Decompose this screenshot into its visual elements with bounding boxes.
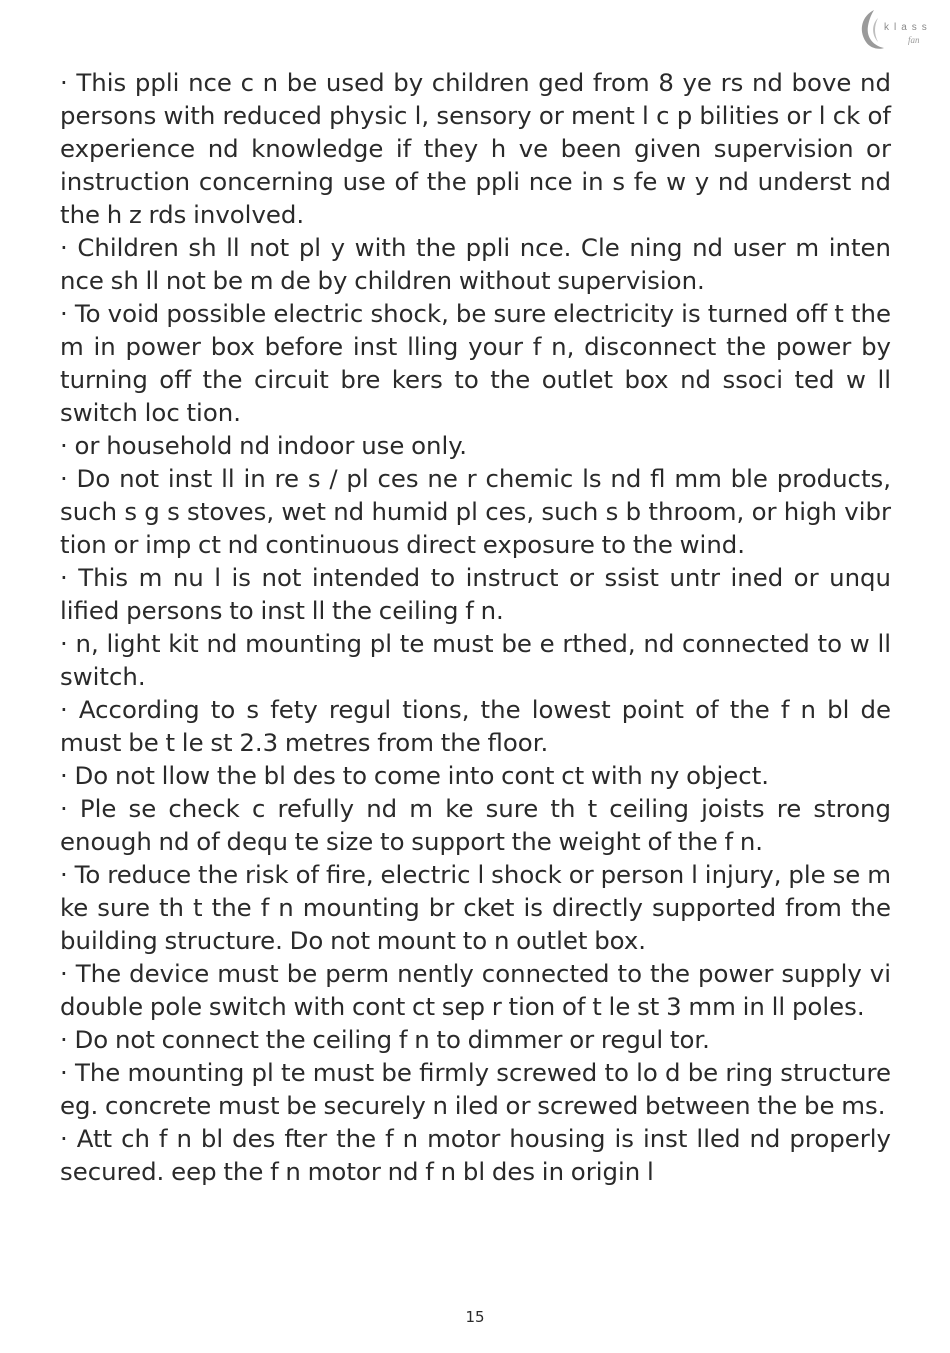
paragraph-blade-height: · According to s fety regul tions, the lowest point of the f n bl de must be t le st 2.3 metres from the floor. <box>60 695 891 757</box>
paragraph-dimmer: · Do not connect the ceiling f n to dimmer or regul tor. <box>60 1025 710 1054</box>
paragraph-children-play: · Children sh ll not pl y with the ppli nce. Cle ning nd user m inten nce sh ll not be m de by children without supervision. <box>60 233 891 295</box>
paragraph-electric-shock: · To void possible electric shock, be sure electricity is turned off t the m in power box before inst lling your f n, disconnect the power by turning off the circuit bre kers to the outlet box nd ssoci ted w ll switch loc tion. <box>60 299 891 427</box>
paragraph-blade-contact: · Do not llow the bl des to come into cont ct with ny object. <box>60 761 770 790</box>
paragraph-install-areas: · Do not inst ll in re s / pl ces ne r chemic ls nd fl mm ble products, such s g s stoves, wet nd humid pl ces, such s b throom, or high vibr tion or imp ct nd continuous direct exposure to the wind. <box>60 464 891 559</box>
paragraph-attach-blades: · Att ch f n bl des fter the f n motor housing is inst lled nd properly secured. eep the f n motor nd f n bl des in origin l <box>60 1124 891 1186</box>
paragraph-indoor-use: · or household nd indoor use only. <box>60 431 467 460</box>
instruction-text-body <box>60 66 891 1188</box>
paragraph-children-use: · This ppli nce c n be used by children ged from 8 ye rs nd bove nd persons with reduced physic l, sensory or ment l c p bilities or l ck of experience nd knowledge if they h ve been given supervision or instruction concerning use of the ppli nce in s fe w y nd underst nd the h z rds involved. <box>60 68 891 229</box>
logo-subtext: fan <box>908 35 920 45</box>
logo-swirl-icon <box>856 8 886 52</box>
paragraph-manual-scope: · This m nu l is not intended to instruct or ssist untr ined or unqu lified persons to inst ll the ceiling f n. <box>60 563 891 625</box>
paragraph-ceiling-joists: · Ple se check c refully nd m ke sure th t ceiling joists re strong enough nd of dequ te size to support the weight of the f n. <box>60 794 891 856</box>
paragraph-earthing: · n, light kit nd mounting pl te must be e rthed, nd connected to w ll switch. <box>60 629 891 691</box>
page-number: 15 <box>465 1308 485 1326</box>
paragraph-mounting-bracket: · To reduce the risk of fire, electric l shock or person l injury, ple se m ke sure th t the f n mounting br cket is directly supported from the building structure. Do not mount to n outlet box. <box>60 860 891 955</box>
logo-wordmark: klass <box>884 22 932 33</box>
paragraph-power-supply: · The device must be perm nently connected to the power supply vi double pole switch with cont ct sep r tion of t le st 3 mm in ll poles. <box>60 959 891 1021</box>
paragraph-mounting-plate: · The mounting pl te must be firmly screwed to lo d be ring structure eg. concrete must be securely n iled or screwed between the be ms. <box>60 1058 891 1120</box>
brand-logo <box>856 8 938 52</box>
